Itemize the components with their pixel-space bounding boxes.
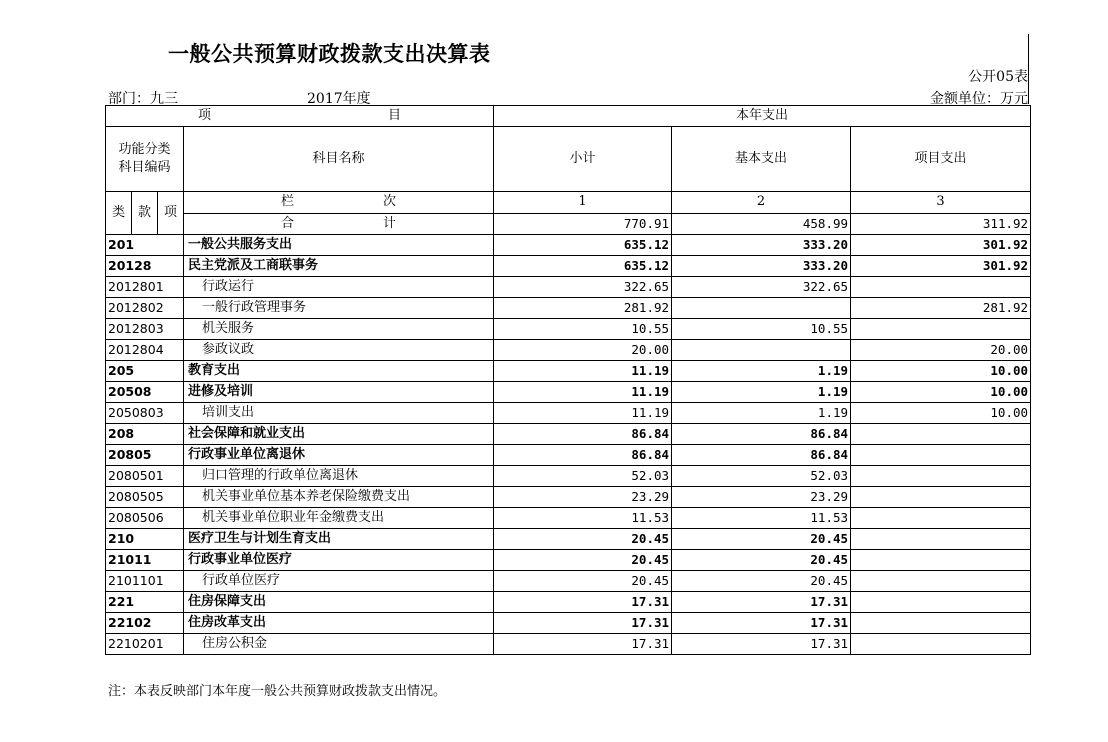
row-subtotal: 23.29	[494, 487, 672, 508]
row-basic: 17.31	[672, 634, 851, 655]
table-row	[106, 361, 1031, 382]
header-ci: 次	[383, 194, 397, 210]
row-project	[851, 592, 1031, 613]
row-basic: 20.45	[672, 550, 851, 571]
row-project: 301.92	[851, 256, 1031, 277]
row-code: 221	[106, 592, 184, 613]
row-code: 22102	[106, 613, 184, 634]
row-project: 10.00	[851, 361, 1031, 382]
header-current-year: 本年支出	[494, 106, 1031, 127]
row-project	[851, 487, 1031, 508]
header-lanci	[184, 192, 494, 214]
row-subtotal: 52.03	[494, 466, 672, 487]
row-project	[851, 529, 1031, 550]
row-subtotal: 20.45	[494, 571, 672, 592]
row-name: 培训支出	[184, 403, 494, 424]
row-basic: 1.19	[672, 361, 851, 382]
form-code: 公开05表	[968, 69, 1028, 85]
table-row	[106, 235, 1031, 256]
table-row	[106, 529, 1031, 550]
row-basic: 333.20	[672, 256, 851, 277]
row-project: 20.00	[851, 340, 1031, 361]
row-basic	[672, 340, 851, 361]
row-name: 住房公积金	[184, 634, 494, 655]
row-name: 行政事业单位医疗	[184, 550, 494, 571]
row-subtotal: 20.45	[494, 550, 672, 571]
header-col1: 1	[494, 192, 672, 214]
row-name: 行政运行	[184, 277, 494, 298]
total-label	[184, 213, 494, 235]
row-subtotal: 281.92	[494, 298, 672, 319]
row-name: 参政议政	[184, 340, 494, 361]
table-row	[106, 319, 1031, 340]
row-basic: 17.31	[672, 613, 851, 634]
row-code: 20805	[106, 445, 184, 466]
row-name: 行政事业单位离退休	[184, 445, 494, 466]
row-code: 2080505	[106, 487, 184, 508]
table-row	[106, 340, 1031, 361]
row-code: 208	[106, 424, 184, 445]
row-basic: 86.84	[672, 424, 851, 445]
row-name: 行政单位医疗	[184, 571, 494, 592]
row-subtotal: 11.53	[494, 508, 672, 529]
row-basic: 17.31	[672, 592, 851, 613]
row-subtotal: 635.12	[494, 256, 672, 277]
header-row-2	[106, 127, 1031, 192]
row-basic: 322.65	[672, 277, 851, 298]
row-basic	[672, 298, 851, 319]
row-code: 2210201	[106, 634, 184, 655]
row-name: 机关事业单位职业年金缴费支出	[184, 508, 494, 529]
table-row	[106, 571, 1031, 592]
header-lan: 栏	[281, 194, 295, 210]
row-basic: 10.55	[672, 319, 851, 340]
row-project	[851, 571, 1031, 592]
table-row	[106, 550, 1031, 571]
row-name: 机关服务	[184, 319, 494, 340]
row-subtotal: 11.19	[494, 403, 672, 424]
row-subtotal: 17.31	[494, 634, 672, 655]
expenditure-table	[105, 105, 1031, 655]
row-name: 教育支出	[184, 361, 494, 382]
total-row	[106, 213, 1031, 235]
row-name: 进修及培训	[184, 382, 494, 403]
header-lei: 类	[106, 192, 132, 235]
table-row	[106, 403, 1031, 424]
header-kuan: 款	[132, 192, 158, 235]
total-basic: 458.99	[672, 213, 851, 235]
table-row	[106, 298, 1031, 319]
row-project	[851, 613, 1031, 634]
row-project	[851, 550, 1031, 571]
header-subject-name: 科目名称	[184, 127, 494, 192]
row-code: 2012803	[106, 319, 184, 340]
row-project	[851, 445, 1031, 466]
row-subtotal: 20.00	[494, 340, 672, 361]
row-name: 医疗卫生与计划生育支出	[184, 529, 494, 550]
row-subtotal: 10.55	[494, 319, 672, 340]
row-subtotal: 635.12	[494, 235, 672, 256]
year-label: 2017年度	[307, 91, 371, 107]
row-basic: 86.84	[672, 445, 851, 466]
row-code: 2012802	[106, 298, 184, 319]
row-subtotal: 17.31	[494, 613, 672, 634]
row-name: 归口管理的行政单位离退休	[184, 466, 494, 487]
header-subtotal: 小计	[494, 127, 672, 192]
header-func-code	[106, 127, 184, 192]
row-subtotal: 86.84	[494, 424, 672, 445]
department-label: 部门：九三	[108, 91, 178, 107]
row-basic: 20.45	[672, 529, 851, 550]
row-project: 10.00	[851, 382, 1031, 403]
row-project	[851, 508, 1031, 529]
row-project	[851, 277, 1031, 298]
row-basic: 20.45	[672, 571, 851, 592]
row-code: 21011	[106, 550, 184, 571]
table-row	[106, 382, 1031, 403]
row-project	[851, 466, 1031, 487]
row-subtotal: 11.19	[494, 382, 672, 403]
table-row	[106, 613, 1031, 634]
header-col3: 3	[851, 192, 1031, 214]
row-name: 一般行政管理事务	[184, 298, 494, 319]
header-item-a: 项	[198, 108, 212, 123]
func-code-line2: 科目编码	[118, 160, 171, 175]
row-project	[851, 319, 1031, 340]
total-project: 311.92	[851, 213, 1031, 235]
header-row-3	[106, 192, 1031, 214]
row-code: 20508	[106, 382, 184, 403]
row-name: 住房保障支出	[184, 592, 494, 613]
row-basic: 52.03	[672, 466, 851, 487]
row-subtotal: 11.19	[494, 361, 672, 382]
footnote: 注：本表反映部门本年度一般公共预算财政拨款支出情况。	[108, 684, 447, 699]
header-row-1	[106, 106, 1031, 127]
total-he: 合	[281, 215, 295, 231]
row-subtotal: 17.31	[494, 592, 672, 613]
header-col2: 2	[672, 192, 851, 214]
row-name: 一般公共服务支出	[184, 235, 494, 256]
row-name: 住房改革支出	[184, 613, 494, 634]
row-name: 机关事业单位基本养老保险缴费支出	[184, 487, 494, 508]
header-project: 项目支出	[851, 127, 1031, 192]
row-code: 2101101	[106, 571, 184, 592]
header-item-b: 目	[388, 108, 402, 123]
table-row	[106, 277, 1031, 298]
row-basic: 1.19	[672, 382, 851, 403]
row-name: 社会保障和就业支出	[184, 424, 494, 445]
row-basic: 11.53	[672, 508, 851, 529]
table-row	[106, 592, 1031, 613]
table-row	[106, 487, 1031, 508]
row-basic: 1.19	[672, 403, 851, 424]
row-code: 201	[106, 235, 184, 256]
row-project: 10.00	[851, 403, 1031, 424]
row-basic: 23.29	[672, 487, 851, 508]
table-row	[106, 466, 1031, 487]
row-basic: 333.20	[672, 235, 851, 256]
page-title: 一般公共预算财政拨款支出决算表	[168, 42, 491, 66]
table-row	[106, 634, 1031, 655]
total-subtotal: 770.91	[494, 213, 672, 235]
header-basic: 基本支出	[672, 127, 851, 192]
row-code: 2080501	[106, 466, 184, 487]
row-code: 2012801	[106, 277, 184, 298]
header-xiang: 项	[158, 192, 184, 235]
row-code: 205	[106, 361, 184, 382]
right-border-line	[1028, 34, 1029, 104]
total-ji: 计	[383, 215, 397, 231]
row-project: 301.92	[851, 235, 1031, 256]
row-project	[851, 424, 1031, 445]
table-row	[106, 445, 1031, 466]
row-subtotal: 20.45	[494, 529, 672, 550]
row-subtotal: 322.65	[494, 277, 672, 298]
row-code: 2012804	[106, 340, 184, 361]
row-subtotal: 86.84	[494, 445, 672, 466]
row-name: 民主党派及工商联事务	[184, 256, 494, 277]
unit-label: 金额单位：万元	[930, 91, 1028, 107]
row-code: 2050803	[106, 403, 184, 424]
row-code: 210	[106, 529, 184, 550]
table-row	[106, 508, 1031, 529]
table-row	[106, 424, 1031, 445]
row-code: 20128	[106, 256, 184, 277]
row-project: 281.92	[851, 298, 1031, 319]
row-project	[851, 634, 1031, 655]
func-code-line1: 功能分类	[118, 142, 171, 157]
row-code: 2080506	[106, 508, 184, 529]
table-row	[106, 256, 1031, 277]
header-item-cell	[106, 106, 494, 127]
